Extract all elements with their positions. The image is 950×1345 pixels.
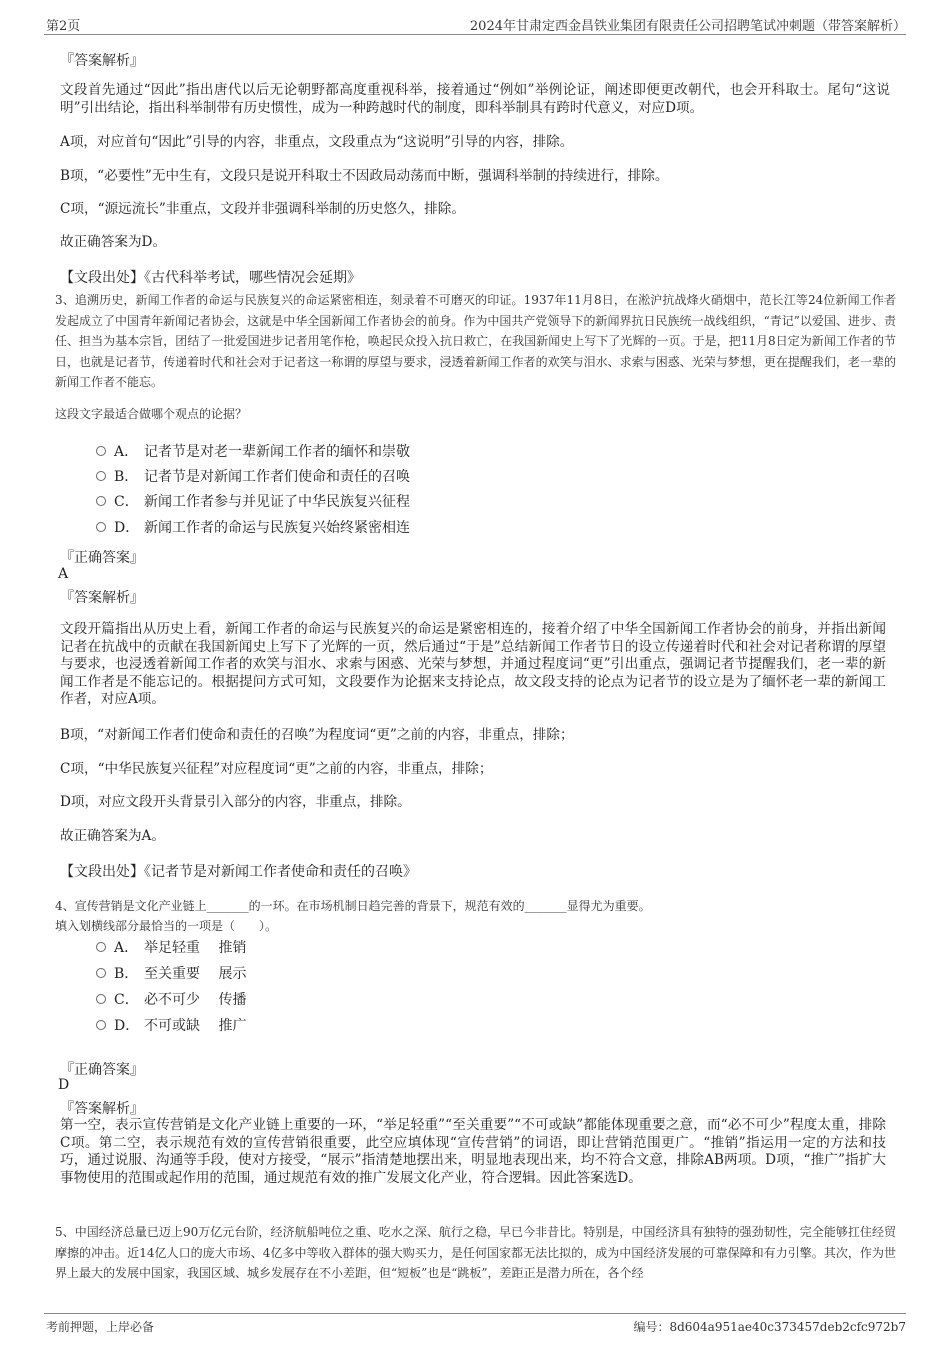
q2-analysis: 文段首先通过“因此”指出唐代以后无论朝野都高度重视科举，接着通过“例如”举例论证，阐述即便更改朝代，也会开科取士。尾句“这说明”引出结论，指出科举制带有历史惯性，成为一种跨越时代的制度，即科举制具有跨时代意义，对应D项。 bbox=[60, 82, 890, 116]
q2-option-c-analysis: C项，“源远流长”非重点，文段并非强调科举制的历史悠久，排除。 bbox=[60, 201, 465, 217]
q3-option-d-analysis: D项，对应文段开头背景引入部分的内容，非重点，排除。 bbox=[60, 794, 411, 810]
q3-option-c[interactable]: C． 新闻工作者参与并见证了中华民族复兴征程 bbox=[96, 492, 410, 512]
q3-analysis: 文段开篇指出从历史上看，新闻工作者的命运与民族复兴的命运是紧密相连的，接着介绍了中华全国新闻工作者协会的前身，并指出新闻记者在抗战中的贡献在我国新闻史上写下了光辉的一页，然后通过“于是”总结新闻工作者节日的设立传递着时代和社会对记者称谓的厚望与要求，也浸透着新闻工作者的欢笑与泪水、求索与困惑、光荣与梦想，并通过程度词“更”引出重点，强调记者节提醒我们，老一辈的新闻工作者是不能忘记的。根据提问方式可知，文段要作为论据来支持论点，故文段支持的论点为记者节的设立是为了缅怀老一辈的新闻工作者，对应A项。 bbox=[60, 621, 886, 707]
q4-text: 4、宣传营销是文化产业链上_______的一环。在市场机制日趋完善的背景下，规范有效的_______显得尤为重要。 bbox=[55, 899, 651, 913]
q3-analysis-label: 『答案解析』 bbox=[60, 590, 144, 606]
q3-question: 这段文字最适合做哪个观点的论据？ bbox=[55, 407, 248, 421]
page-footer bbox=[44, 1313, 906, 1334]
q4-option-c[interactable]: C． 必不可少 传播 bbox=[96, 990, 246, 1010]
q4-option-a[interactable]: A． 举足轻重 推销 bbox=[96, 938, 246, 958]
q2-analysis-label: 『答案解析』 bbox=[60, 53, 144, 69]
radio-icon[interactable] bbox=[96, 446, 106, 456]
document-code bbox=[633, 1318, 906, 1335]
page-number: 第2页 bbox=[46, 19, 81, 34]
q4-answer-label: 『正确答案』 bbox=[60, 1062, 144, 1078]
radio-icon[interactable] bbox=[96, 1020, 106, 1030]
q3-option-b[interactable]: B． 记者节是对新闻工作者们使命和责任的召唤 bbox=[96, 467, 410, 487]
q3-option-c-analysis: C项，“中华民族复兴征程”对应程度词“更”之前的内容，非重点，排除； bbox=[60, 761, 493, 777]
q4-question: 填入划横线部分最恰当的一项是（ ）。 bbox=[55, 919, 278, 933]
page-header bbox=[44, 14, 906, 35]
radio-icon[interactable] bbox=[96, 942, 106, 952]
q4-answer: D bbox=[58, 1077, 70, 1093]
q3-answer: A bbox=[58, 566, 69, 582]
q4-analysis: 第一空，表示宣传营销是文化产业链上重要的一环，“举足轻重”“至关重要”“不可或缺”都能体现重要之意，而“必不可少”程度太重，排除C项。第二空，表示规范有效的宣传营销很重要，此空应填体现“宣传营销”的词语，即让营销范围更广。“推销”指运用一定的方法和技巧，通过说服、沟通等手段，使对方接受，“展示”指清楚地摆出来，明显地表现出来，均不符合文意，排除AB两项。D项，“推广”指扩大事物使用的范围或起作用的范围，通过规范有效的推广发展文化产业，符合逻辑。因此答案选D。 bbox=[60, 1117, 886, 1186]
q3-text: 3、追溯历史，新闻工作者的命运与民族复兴的命运紧密相连，刻录着不可磨灭的印证。1937年11月8日，在淞沪抗战烽火硝烟中，范长江等24位新闻工作者发起成立了中国青年新闻记者协会，这就是中华全国新闻工作者协会的前身。作为中国共产党领导下的新闻界抗日民族统一战线组织，“青记”以爱国、进步、责任、担当为基本宗旨，团结了一批爱国进步记者用笔作枪，唤起民众投入抗日救亡，在我国新闻史上写下了光辉的一页。于是，把11月8日定为新闻工作者的节日，也就是记者节，传递着时代和社会对于记者这一称谓的厚望与要求，浸透着新闻工作者的欢笑与泪水、求索与困惑、光荣与梦想，更在提醒我们，老一辈的新闻工作者不能忘。 bbox=[55, 293, 896, 389]
q2-conclusion: 故正确答案为D。 bbox=[60, 234, 167, 250]
footer-slogan: 考前押题，上岸必备 bbox=[46, 1320, 155, 1334]
document-code-value: 8d604a951ae40c373457deb2cfc972b7 bbox=[669, 1320, 906, 1334]
q3-option-b-analysis: B项，“对新闻工作者们使命和责任的召唤”为程度词“更”之前的内容，非重点，排除； bbox=[60, 727, 574, 743]
q2-option-b-analysis: B项，“必要性”无中生有，文段只是说开科取士不因政局动荡而中断，强调科举制的持续进行，排除。 bbox=[60, 168, 669, 184]
q3-answer-label: 『正确答案』 bbox=[60, 550, 144, 566]
q4-option-d[interactable]: D． 不可或缺 推广 bbox=[96, 1016, 246, 1036]
q4-option-b[interactable]: B． 至关重要 展示 bbox=[96, 964, 246, 984]
q3-conclusion: 故正确答案为A。 bbox=[60, 828, 165, 844]
radio-icon[interactable] bbox=[96, 496, 106, 506]
q5-text: 5、中国经济总量已迈上90万亿元台阶，经济航船吨位之重、吃水之深、航行之稳，早已今非昔比。特别是，中国经济具有独特的强劲韧性，完全能够扛住经贸摩擦的冲击。近14亿人口的庞大市场、4亿多中等收入群体的强大购买力，是任何国家都无法比拟的，成为中国经济发展的可靠保障和有力引擎。其次，作为世界上最大的发展中国家，我国区域、城乡发展存在不小差距，但“短板”也是“跳板”，差距正是潜力所在，各个经 bbox=[55, 1225, 896, 1280]
q2-source: 【文段出处】《古代科举考试，哪些情况会延期》 bbox=[60, 270, 361, 286]
radio-icon[interactable] bbox=[96, 994, 106, 1004]
radio-icon[interactable] bbox=[96, 522, 106, 532]
radio-icon[interactable] bbox=[96, 471, 106, 481]
document-title: 2024年甘肃定西金昌铁业集团有限责任公司招聘笔试冲刺题（带答案解析） bbox=[469, 19, 906, 34]
q2-option-a-analysis: A项，对应首句“因此”引导的内容，非重点，文段重点为“这说明”引导的内容，排除。 bbox=[60, 134, 574, 150]
document-code-label: 编号： bbox=[633, 1320, 670, 1334]
q4-analysis-label: 『答案解析』 bbox=[60, 1101, 144, 1117]
radio-icon[interactable] bbox=[96, 968, 106, 978]
q3-source: 【文段出处】《记者节是对新闻工作者使命和责任的召唤》 bbox=[60, 864, 417, 880]
q3-option-d[interactable]: D． 新闻工作者的命运与民族复兴始终紧密相连 bbox=[96, 518, 410, 538]
q3-option-a[interactable]: A． 记者节是对老一辈新闻工作者的缅怀和崇敬 bbox=[96, 442, 410, 462]
